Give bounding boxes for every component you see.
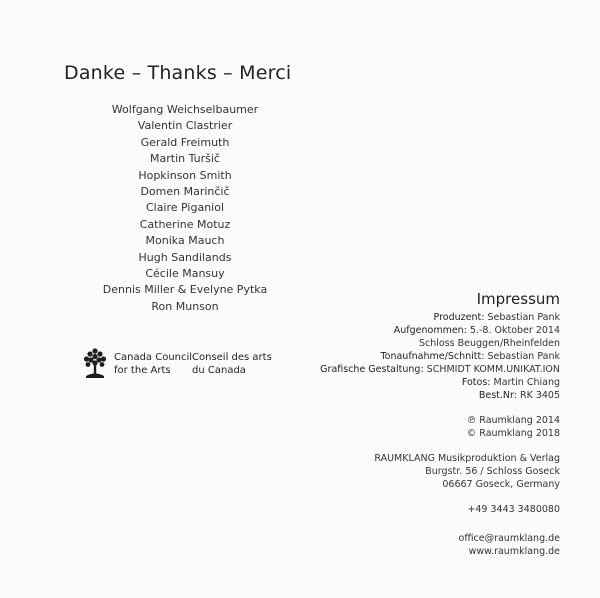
tree-icon <box>82 347 108 381</box>
design-line <box>300 363 560 376</box>
catalog-label: Best.Nr: <box>478 390 517 401</box>
list-item: Gerald Freimuth <box>140 135 230 149</box>
sound-line <box>300 350 560 363</box>
photos-line <box>300 376 560 389</box>
impressum-title: Impressum <box>476 290 560 308</box>
photos-label: Fotos: <box>461 377 491 388</box>
street-line: Burgstr. 56 / Schloss Goseck <box>425 466 560 477</box>
list-item: Ron Munson <box>151 299 219 313</box>
location-line: Schloss Beuggen/Rheinfelden <box>418 338 560 349</box>
list-item: Wolfgang Weichselbaumer <box>111 103 259 116</box>
list-item: Monika Mauch <box>145 234 225 248</box>
catalog-line <box>300 389 560 402</box>
logo-text-english <box>114 351 192 377</box>
recorded-value: 5.-8. Oktober 2014 <box>466 325 560 336</box>
logo-text-line: du Canada <box>192 365 246 376</box>
impressum-section <box>300 290 560 558</box>
photos-value: Martin Chiang <box>490 377 560 388</box>
recorded-label: Aufgenommen: <box>393 325 467 336</box>
web-line: www.raumklang.de <box>468 546 560 557</box>
thanks-list <box>70 102 300 315</box>
producer-value: Sebastian Pank <box>484 312 560 323</box>
sound-label: Tonaufnahme/Schnitt: <box>380 351 485 362</box>
list-item: Catherine Motuz <box>139 217 231 231</box>
design-value: SCHMIDT KOMM.UNIKAT.ION <box>423 364 560 375</box>
list-item: Martin Turšič <box>150 152 220 166</box>
list-item: Domen Marinčič <box>140 185 230 199</box>
list-item: Claire Piganiol <box>145 201 225 215</box>
logo-text-line: Conseil des arts <box>192 352 272 363</box>
list-item: Dennis Miller & Evelyne Pytka <box>102 283 268 297</box>
email-line: office@raumklang.de <box>458 533 560 544</box>
copyright-line: © Raumklang 2018 <box>466 428 560 439</box>
producer-line <box>300 311 560 324</box>
logo-text-line: for the Arts <box>114 365 171 376</box>
catalog-value: RK 3405 <box>516 390 560 401</box>
phone-line: +49 3443 3480080 <box>467 504 560 515</box>
logo-text-line: Canada Council <box>114 352 193 363</box>
producer-label: Produzent: <box>433 312 485 323</box>
list-item: Hugh Sandilands <box>138 250 232 264</box>
sound-value: Sebastian Pank <box>484 351 560 362</box>
canada-council-logo <box>82 347 282 383</box>
phonogram-line: ℗ Raumklang 2014 <box>466 415 560 426</box>
company-line: RAUMKLANG Musikproduktion & Verlag <box>374 453 560 464</box>
list-item: Valentin Clastrier <box>137 119 233 133</box>
design-label: Grafische Gestaltung: <box>320 364 424 375</box>
city-line: 06667 Goseck, Germany <box>442 479 560 490</box>
page-title: Danke – Thanks – Merci <box>64 62 292 84</box>
recorded-line <box>300 324 560 337</box>
list-item: Cécile Mansuy <box>145 267 225 281</box>
logo-text-french <box>192 351 272 377</box>
list-item: Hopkinson Smith <box>138 168 232 182</box>
